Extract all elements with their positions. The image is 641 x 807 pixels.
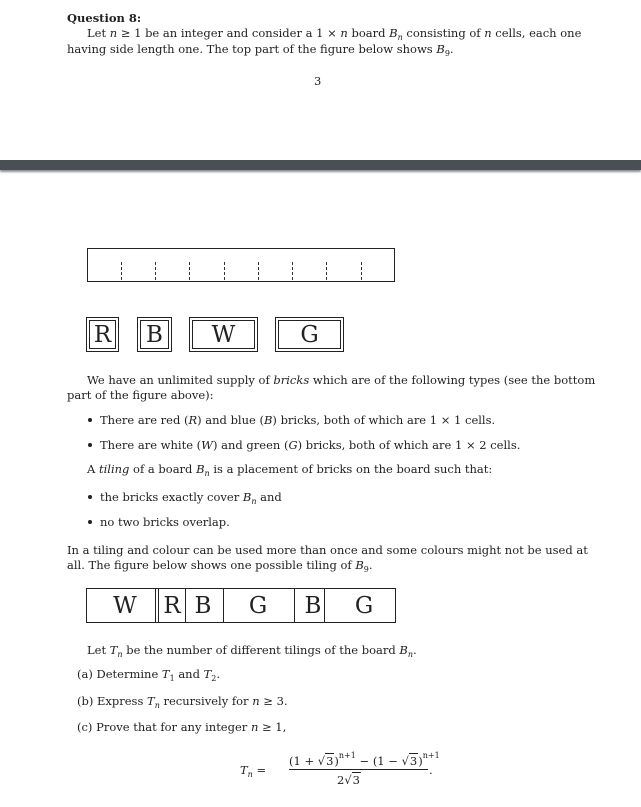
board-cell-divider <box>326 262 327 280</box>
bullet <box>88 418 92 422</box>
empty-board-b9 <box>87 248 395 282</box>
tiling-separator <box>155 589 156 622</box>
example-tiling-b9 <box>86 588 396 623</box>
tiling-cell-blue: B <box>194 592 212 619</box>
board-cell-divider <box>155 262 156 280</box>
colour-note-line-2: all. The figure below shows one possible tiling of $B_9$. <box>67 558 373 574</box>
tiling-cell-green: G <box>248 592 268 619</box>
bullet <box>88 443 92 447</box>
tiling-separator <box>294 589 295 622</box>
tiling-definition: A tiling of a board $B_n$ is a placement of bricks on the board such that: <box>87 462 493 478</box>
tn-definition: Let $T_n$ be the number of different tilings of the board $B_n$. <box>87 643 417 659</box>
brick-white: W <box>189 317 258 352</box>
brick-red: R <box>86 317 119 352</box>
page-number: 3 <box>314 74 322 88</box>
brick-blue: B <box>137 317 172 352</box>
brick-type-item-1: There are red (R) and blue (B) bricks, both of which are 1 × 1 cells. <box>88 413 495 427</box>
board-cell-divider <box>361 262 362 280</box>
tiling-separator <box>324 589 325 622</box>
bullet <box>88 520 92 524</box>
page-break-divider <box>0 160 641 170</box>
board-cell-divider <box>121 262 122 280</box>
formula-period: . <box>429 763 433 777</box>
brick-green: G <box>275 317 344 352</box>
tiling-separator <box>185 589 186 622</box>
supply-line-2: part of the figure above): <box>67 388 214 402</box>
tiling-cell-red: R <box>163 592 181 619</box>
part-c: (c) Prove that for any integer n ≥ 1, <box>77 720 287 734</box>
part-a: (a) Determine $T_1$ and $T_2$. <box>77 667 221 683</box>
formula-lhs: $T_n$ = <box>240 763 267 779</box>
bullet <box>88 495 92 499</box>
supply-line-1: We have an unlimited supply of bricks which are of the following types (see the bottom <box>87 373 596 387</box>
formula-numerator: $(1 + √3)^{n+1} - (1 - √3)^{n+1}$ <box>289 751 440 768</box>
tiling-cell-white: W <box>113 592 137 619</box>
intro-line-1: Let n ≥ 1 be an integer and consider a 1 × n board $B_n$ consisting of n cells, each one <box>87 26 582 42</box>
part-b: (b) Express $T_n$ recursively for n ≥ 3. <box>77 694 288 710</box>
tiling-separator <box>223 589 224 622</box>
intro-line-2: having side length one. The top part of the figure below shows $B_9$. <box>67 42 454 58</box>
formula-denominator: 2√3 <box>337 773 360 787</box>
condition-item-1: the bricks exactly cover $B_n$ and <box>88 490 282 509</box>
condition-item-2: no two bricks overlap. <box>88 515 230 529</box>
board-cell-divider <box>224 262 225 280</box>
board-cell-divider <box>189 262 190 280</box>
colour-note-line-1: In a tiling and colour can be used more than once and some colours might not be used at <box>67 543 588 557</box>
tiling-cell-green: G <box>354 592 374 619</box>
brick-type-item-2: There are white (W) and green (G) bricks, both of which are 1 × 2 cells. <box>88 438 520 452</box>
formula-fraction-bar <box>289 769 428 770</box>
board-cell-divider <box>258 262 259 280</box>
tiling-cell-blue: B <box>304 592 322 619</box>
question-title: Question 8: <box>67 11 142 25</box>
board-cell-divider <box>292 262 293 280</box>
